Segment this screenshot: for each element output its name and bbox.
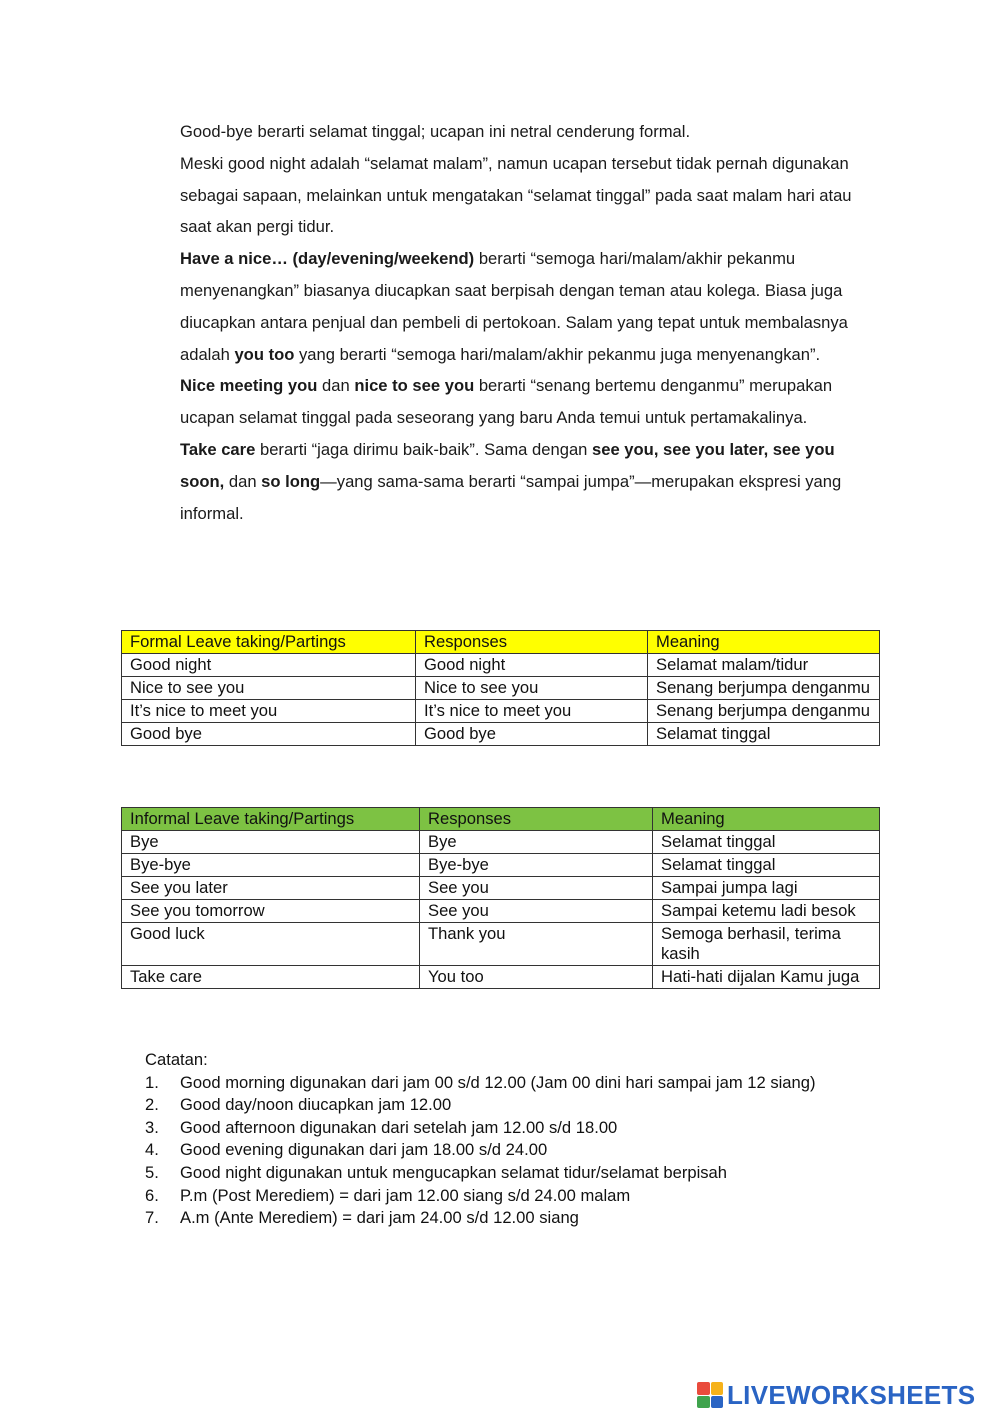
note-text: A.m (Ante Merediem) = dari jam 24.00 s/d 12.00 siang <box>180 1208 579 1228</box>
logo-square <box>697 1396 710 1409</box>
text-run: berarti “senang bertemu denganmu” merupakan ucapan selamat tinggal pada seseorang yang baru Anda temui untuk pertamakalinya. <box>180 376 833 428</box>
note-text: Good day/noon diucapkan jam 12.00 <box>180 1095 452 1115</box>
note-text: Good night digunakan untuk mengucapkan selamat tidur/selamat berpisah <box>180 1162 728 1182</box>
table-row <box>122 654 880 677</box>
column-header: Informal Leave taking/Partings <box>122 808 420 831</box>
note-number: 7. <box>145 1208 159 1228</box>
table-row <box>122 723 880 746</box>
bold-phrase: see you, see you later, see you soon, <box>180 439 835 491</box>
column-header: Formal Leave taking/Partings <box>122 631 416 654</box>
note-item <box>145 1139 865 1162</box>
table-cell: You too <box>420 966 653 989</box>
table-cell: Nice to see you <box>122 677 416 700</box>
table-cell: Selamat tinggal <box>648 723 880 746</box>
text-run: dan <box>224 471 262 491</box>
table-cell: Selamat malam/tidur <box>648 654 880 677</box>
table-cell: Good night <box>122 654 416 677</box>
note-text: Good evening digunakan dari jam 18.00 s/d 24.00 <box>180 1140 548 1160</box>
text-run: —yang sama-sama berarti “sampai jumpa”—merupakan ekspresi yang informal. <box>180 471 842 523</box>
note-number: 4. <box>145 1140 159 1160</box>
table-row <box>122 854 880 877</box>
column-header: Responses <box>420 808 653 831</box>
text-run: Meski good night adalah “selamat malam”, namun ucapan tersebut tidak pernah digunakan sebagai sapaan, melainkan untuk mengatakan “selamat tinggal” pada saat malam hari atau saat akan pergi tidur. <box>180 153 852 237</box>
logo-square <box>711 1382 724 1395</box>
table-cell: Semoga berhasil, terima kasih <box>653 923 880 966</box>
table-cell: Bye <box>122 831 420 854</box>
note-number: 5. <box>145 1162 159 1182</box>
table-cell: See you <box>420 877 653 900</box>
text-run: Good-bye berarti selamat tinggal; ucapan ini netral cenderung formal. <box>180 122 691 141</box>
paragraph <box>180 243 880 370</box>
table-row <box>122 966 880 989</box>
table-cell: Good bye <box>122 723 416 746</box>
paragraph <box>180 148 880 243</box>
table-cell: Good luck <box>122 923 420 966</box>
table-cell: Bye-bye <box>122 854 420 877</box>
bold-phrase: Have a nice… (day/evening/weekend) <box>180 249 475 269</box>
table-row <box>122 677 880 700</box>
explanation-text <box>180 116 880 529</box>
table-cell: See you <box>420 900 653 923</box>
table-cell: Selamat tinggal <box>653 831 880 854</box>
table-cell: Hati-hati dijalan Kamu juga <box>653 966 880 989</box>
paragraph <box>180 116 880 148</box>
column-header: Meaning <box>653 808 880 831</box>
text-run: berarti “jaga dirimu baik-baik”. Sama dengan <box>255 439 593 459</box>
logo-square <box>697 1382 710 1395</box>
column-header: Responses <box>416 631 648 654</box>
table-cell: Nice to see you <box>416 677 648 700</box>
table-cell: Take care <box>122 966 420 989</box>
table-cell: Senang berjumpa denganmu <box>648 677 880 700</box>
logo-icon <box>697 1382 723 1408</box>
text-run: berarti “semoga hari/malam/akhir pekanmu menyenangkan” biasanya diucapkan saat berpisah dengan teman atau kolega. Biasa juga diucapkan antara penjual dan pembeli di pertokoan. Salam yang tepat untuk membalasnya adalah <box>180 249 848 364</box>
notes-section <box>145 1049 865 1230</box>
table-cell: Sampai jumpa lagi <box>653 877 880 900</box>
column-header: Meaning <box>648 631 880 654</box>
text-run: yang berarti “semoga hari/malam/akhir pekanmu juga menyenangkan”. <box>294 344 821 364</box>
table-row <box>122 900 880 923</box>
table-row <box>122 700 880 723</box>
note-item <box>145 1072 865 1095</box>
bold-phrase: Nice meeting you <box>180 376 318 396</box>
table-cell: Thank you <box>420 923 653 966</box>
bold-phrase: you too <box>234 344 295 364</box>
bold-phrase: so long <box>261 471 321 491</box>
note-item <box>145 1162 865 1185</box>
table-row <box>122 923 880 966</box>
table-cell: Good bye <box>416 723 648 746</box>
table-cell: Senang berjumpa denganmu <box>648 700 880 723</box>
logo-square <box>711 1396 724 1409</box>
note-number: 3. <box>145 1117 159 1137</box>
bold-phrase: nice to see you <box>354 376 475 396</box>
formal-partings-table <box>121 630 880 746</box>
note-text: Good morning digunakan dari jam 00 s/d 12.00 (Jam 00 dini hari sampai jam 12 siang) <box>180 1072 816 1092</box>
table-cell: Bye-bye <box>420 854 653 877</box>
note-item <box>145 1185 865 1208</box>
table-row <box>122 877 880 900</box>
paragraph <box>180 434 880 529</box>
table-cell: Good night <box>416 654 648 677</box>
informal-partings-table <box>121 807 880 989</box>
note-number: 6. <box>145 1185 159 1205</box>
note-item <box>145 1094 865 1117</box>
table-cell: See you tomorrow <box>122 900 420 923</box>
note-number: 2. <box>145 1095 159 1115</box>
table-cell: Selamat tinggal <box>653 854 880 877</box>
logo-text: LIVEWORKSHEETS <box>727 1379 976 1410</box>
paragraph <box>180 370 880 434</box>
table-cell: It’s nice to meet you <box>122 700 416 723</box>
table-cell: Bye <box>420 831 653 854</box>
text-run: dan <box>317 376 355 396</box>
note-text: Good afternoon digunakan dari setelah jam 12.00 s/d 18.00 <box>180 1117 618 1137</box>
note-item <box>145 1117 865 1140</box>
note-text: P.m (Post Merediem) = dari jam 12.00 siang s/d 24.00 malam <box>180 1185 631 1205</box>
liveworksheets-logo <box>697 1380 975 1410</box>
table-cell: See you later <box>122 877 420 900</box>
notes-list <box>145 1072 865 1230</box>
bold-phrase: Take care <box>180 439 256 459</box>
notes-title: Catatan: <box>145 1050 208 1069</box>
table-row <box>122 831 880 854</box>
note-number: 1. <box>145 1072 159 1092</box>
table-cell: Sampai ketemu ladi besok <box>653 900 880 923</box>
note-item <box>145 1207 865 1230</box>
table-cell: It’s nice to meet you <box>416 700 648 723</box>
